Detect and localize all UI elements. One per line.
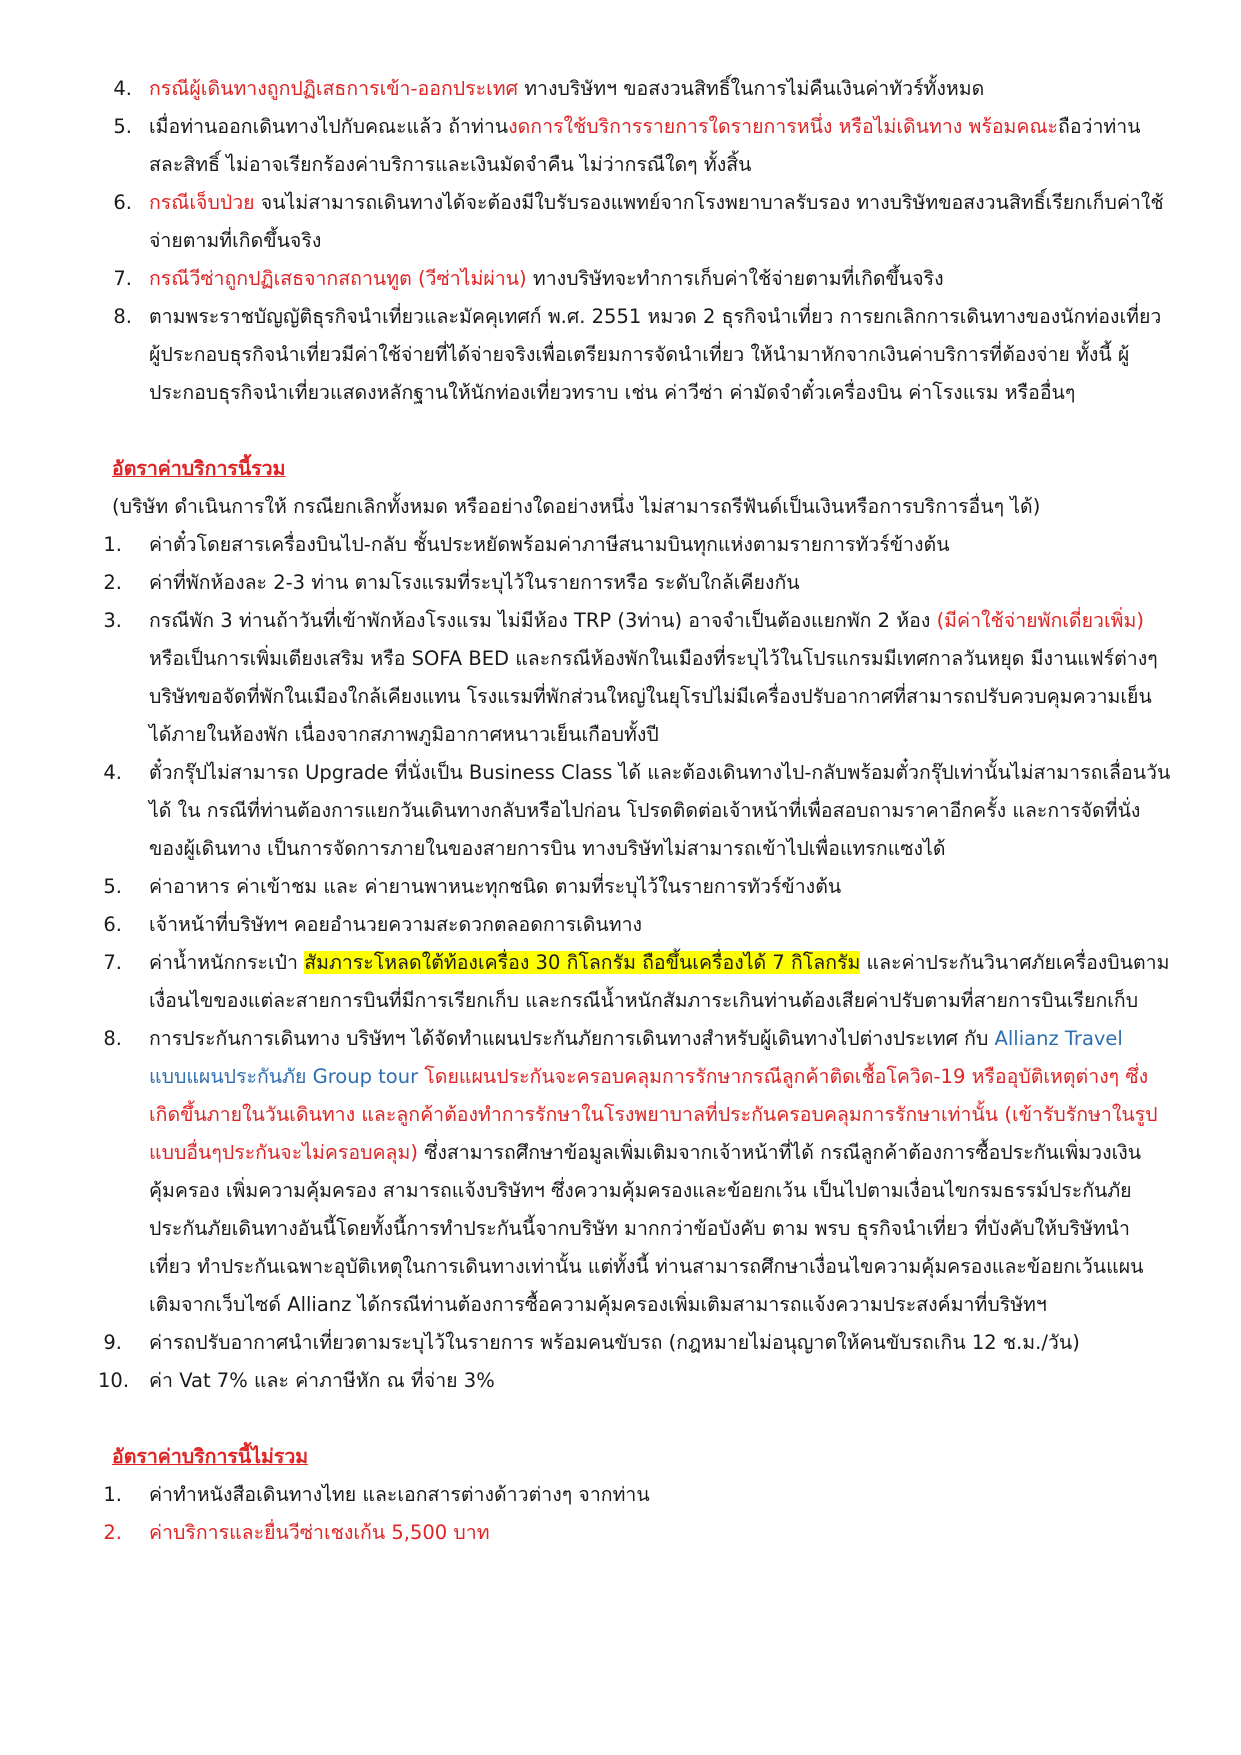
list-item-text: ค่ารถปรับอากาศนำเที่ยวตามระบุไว้ในรายการ พร้อมคนขับรถ (กฎหมายไม่อนุญาตให้คนขับรถเกิน 12 ช.ม./วัน) [149, 1331, 1080, 1354]
list-item [0, 754, 1171, 868]
list-item-number: 7. [103, 951, 122, 974]
list-item-number: 6. [113, 191, 132, 214]
list-item-number: 8. [103, 1027, 122, 1050]
list-item-text: งดการใช้บริการรายการใดรายการหนึ่ง หรือไม่เดินทาง พร้อมคณะ [508, 115, 1059, 138]
list-item-number: 5. [103, 875, 122, 898]
list-item [0, 564, 1171, 602]
list-item [0, 298, 1171, 412]
list-item-number: 3. [103, 609, 122, 632]
list-item [0, 526, 1171, 564]
list-item-text: ทางบริษัทฯ ขอสงวนสิทธิ์ในการไม่คืนเงินค่าทัวร์ทั้งหมด [518, 77, 985, 100]
list-item-text: กรณีเจ็บป่วย [149, 191, 255, 214]
list-item [0, 602, 1171, 754]
list-item [0, 868, 1171, 906]
list-item-text: หรือเป็นการเพิ่มเตียงเสริม หรือ SOFA BED และกรณีห้องพักในเมืองที่ระบุไว้ในโปรแกรมมีเทศกาลวันหยุด มีงานแฟร์ต่างๆ บริษัทขอจัดที่พักในเมืองใกล้เคียงแทน โรงแรมที่พักส่วนใหญ่ในยุโรปไม่มีเครื่องปรับอากาศที่สามารถปรับควบคุมความเย็นได้ภายในห้องพัก เนื่องจากสภาพภูมิอากาศหนาวเย็นเกือบทั้งปี [149, 647, 1158, 746]
list-item-text: (มีค่าใช้จ่ายพักเดี่ยวเพิ่ม) [936, 609, 1144, 632]
list-item [0, 1476, 1171, 1514]
list-item-text: Allianz Travel แบบแผนประกันภัย Group tour [149, 1027, 1123, 1088]
list-item-number: 4. [113, 77, 132, 100]
list-item-number: 5. [113, 115, 132, 138]
included-note: (บริษัท ดำเนินการให้ กรณียกเลิกทั้งหมด หรืออย่างใดอย่างหนึ่ง ไม่สามารถรีฟันด์เป็นเงินหรือการบริการอื่นๆ ได้) [112, 495, 1041, 518]
list-item-text: ค่าที่พักห้องละ 2-3 ท่าน ตามโรงแรมที่ระบุไว้ในรายการหรือ ระดับใกล้เคียงกัน [149, 571, 800, 594]
list-item-text: ตั๋วกรุ๊ปไม่สามารถ Upgrade ที่นั่งเป็น Business Class ได้ และต้องเดินทางไป-กลับพร้อมตั๋วกรุ๊ปเท่านั้นไม่สามารถเลื่อนวันได้ ใน กรณีที่ท่านต้องการแยกวันเดินทางกลับหรือไปก่อน โปรดติดต่อเจ้าหน้าที่เพื่อสอบถามราคาอีกครั้ง และการจัดที่นั่งของผู้เดินทาง เป็นการจัดการภายในของสายการบิน ทางบริษัทไม่สามารถเข้าไปเพื่อแทรกแซงได้ [149, 761, 1171, 860]
list-item-text: กรณีวีซ่าถูกปฏิเสธจากสถานทูต (วีซ่าไม่ผ่าน) [149, 267, 527, 290]
list-item-text: ค่าน้ำหนักกระเป๋า [149, 951, 305, 974]
list-item-text: ค่าทำหนังสือเดินทางไทย และเอกสารต่างด้าวต่างๆ จากท่าน [149, 1483, 650, 1506]
list-item-number: 8. [113, 305, 132, 328]
list-item-number: 7. [113, 267, 132, 290]
included-list [0, 526, 1171, 1400]
list-item-number: 6. [103, 913, 122, 936]
list-item [0, 1362, 1171, 1400]
list-item-text: ทางบริษัทจะทำการเก็บค่าใช้จ่ายตามที่เกิดขึ้นจริง [526, 267, 944, 290]
list-item [0, 184, 1171, 260]
list-item [0, 70, 1171, 108]
list-item-number: 2. [103, 1521, 122, 1544]
list-item-text: สัมภาระโหลดใต้ท้องเครื่อง 30 กิโลกรัม ถือขึ้นเครื่องได้ 7 กิโลกรัม [304, 951, 861, 974]
excluded-list [0, 1476, 1171, 1552]
section-spacer [0, 1400, 1171, 1438]
list-item-text: กรณีพัก 3 ท่านถ้าวันที่เข้าพักห้องโรงแรม ไม่มีห้อง TRP (3ท่าน) อาจจำเป็นต้องแยกพัก 2 ห้อง [149, 609, 937, 632]
list-item-text: และค่าประกันวินาศภัยเครื่องบินตามเงื่อนไขของแต่ละสายการบินที่มีการเรียกเก็บ และกรณีน้ำหนักสัมภาระเกินท่านต้องเสียค่าปรับตามที่สายการบินเรียกเก็บ [149, 951, 1170, 1012]
list-item-number: 9. [103, 1331, 122, 1354]
list-item-text: การประกันการเดินทาง บริษัทฯ ได้จัดทำแผนประกันภัยการเดินทางสำหรับผู้เดินทางไปต่างประเทศ กับ [149, 1027, 995, 1050]
list-item-text: ค่า Vat 7% และ ค่าภาษีหัก ณ ที่จ่าย 3% [149, 1369, 495, 1392]
list-item-text: ค่าบริการและยื่นวีซ่าเชงเก้น 5,500 บาท [149, 1521, 490, 1544]
list-item-number: 1. [103, 1483, 122, 1506]
list-item [0, 1324, 1171, 1362]
list-item-text: กรณีผู้เดินทางถูกปฏิเสธการเข้า-ออกประเทศ [149, 77, 518, 100]
section-spacer [0, 412, 1171, 450]
list-item [0, 108, 1171, 184]
list-item-text: เจ้าหน้าที่บริษัทฯ คอยอำนวยความสะดวกตลอดการเดินทาง [149, 913, 643, 936]
list-item-number: 2. [103, 571, 122, 594]
list-item [0, 906, 1171, 944]
list-item-text: ค่าตั๋วโดยสารเครื่องบินไป-กลับ ชั้นประหยัดพร้อมค่าภาษีสนามบินทุกแห่งตามรายการทัวร์ข้างต้น [149, 533, 950, 556]
list-item-number: 1. [103, 533, 122, 556]
list-item-number: 10. [98, 1369, 130, 1392]
list-item-text: เมื่อท่านออกเดินทางไปกับคณะแล้ว ถ้าท่าน [149, 115, 509, 138]
list-item [0, 944, 1171, 1020]
included-section-title: อัตราค่าบริการนี้รวม [112, 457, 286, 480]
list-item-text: ค่าอาหาร ค่าเข้าชม และ ค่ายานพาหนะทุกชนิด ตามที่ระบุไว้ในรายการทัวร์ข้างต้น [149, 875, 842, 898]
list-item-text: ถือว่าท่านสละสิทธิ์ ไม่อาจเรียกร้องค่าบริการและเงินมัดจำคืน ไม่ว่ากรณีใดๆ ทั้งสิ้น [149, 115, 1141, 176]
list-item [0, 1514, 1171, 1552]
list-item-text: ซึ่งสามารถศึกษาข้อมูลเพิ่มเติมจากเจ้าหน้าที่ได้ กรณีลูกค้าต้องการซื้อประกันเพิ่มวงเงินคุ้มครอง เพิ่มความคุ้มครอง สามารถแจ้งบริษัทฯ ซึ่งความคุ้มครองและข้อยกเว้น เป็นไปตามเงื่อนไขกรมธรรม์ประกันภัย ประกันภัยเดินทางอันนี้โดยทั้งนี้การทำประกันนี้จากบริษัท มากกว่าข้อบังคับ ตาม พรบ ธุรกิจนำเที่ยว ที่บังคับให้บริษัทนำเที่ยว ทำประกันเฉพาะอุบัติเหตุในการเดินทางเท่านั้น แต่ทั้งนี้ ท่านสามารถศึกษาเงื่อนไขความคุ้มครองและข้อยกเว้นแผนเติมจากเว็บไซด์ Allianz ได้กรณีท่านต้องการซื้อความคุ้มครองเพิ่มเติมสามารถแจ้งความประสงค์มาที่บริษัทฯ [149, 1141, 1144, 1316]
list-item-text: โดยแผนประกันจะครอบคลุมการรักษากรณีลูกค้าติดเชื้อโควิด-19 หรืออุบัติเหตุต่างๆ ซึ่งเกิดขึ้นภายในวันเดินทาง และลูกค้าต้องทำการรักษาในโรงพยาบาลที่ประกันครอบคลุมการรักษาเท่านั้น (เข้ารับรักษาในรูปแบบอื่นๆประกันจะไม่ครอบคลุม) [149, 1065, 1158, 1164]
list-item [0, 1020, 1171, 1324]
list-item-text: ตามพระราชบัญญัติธุรกิจนำเที่ยวและมัคคุเทศก์ พ.ศ. 2551 หมวด 2 ธุรกิจนำเที่ยว การยกเลิกการเดินทางของนักท่องเที่ยว ผู้ประกอบธุรกิจนำเที่ยวมีค่าใช้จ่ายที่ได้จ่ายจริงเพื่อเตรียมการจัดนำเที่ยว ให้นำมาหักจากเงินค่าบริการที่ต้องจ่าย ทั้งนี้ ผู้ประกอบธุรกิจนำเที่ยวแสดงหลักฐานให้นักท่องเที่ยวทราบ เช่น ค่าวีซ่า ค่ามัดจำตั๋วเครื่องบิน ค่าโรงแรม หรืออื่นๆ [149, 305, 1162, 404]
list-item-number: 4. [103, 761, 122, 784]
terms-list [0, 70, 1171, 412]
list-item-text: จนไม่สามารถเดินทางได้จะต้องมีใบรับรองแพทย์จากโรงพยาบาลรับรอง ทางบริษัทขอสงวนสิทธิ์เรียกเก็บค่าใช้จ่ายตามที่เกิดขึ้นจริง [149, 191, 1164, 252]
list-item [0, 260, 1171, 298]
excluded-section-title: อัตราค่าบริการนี้ไม่รวม [112, 1445, 309, 1468]
